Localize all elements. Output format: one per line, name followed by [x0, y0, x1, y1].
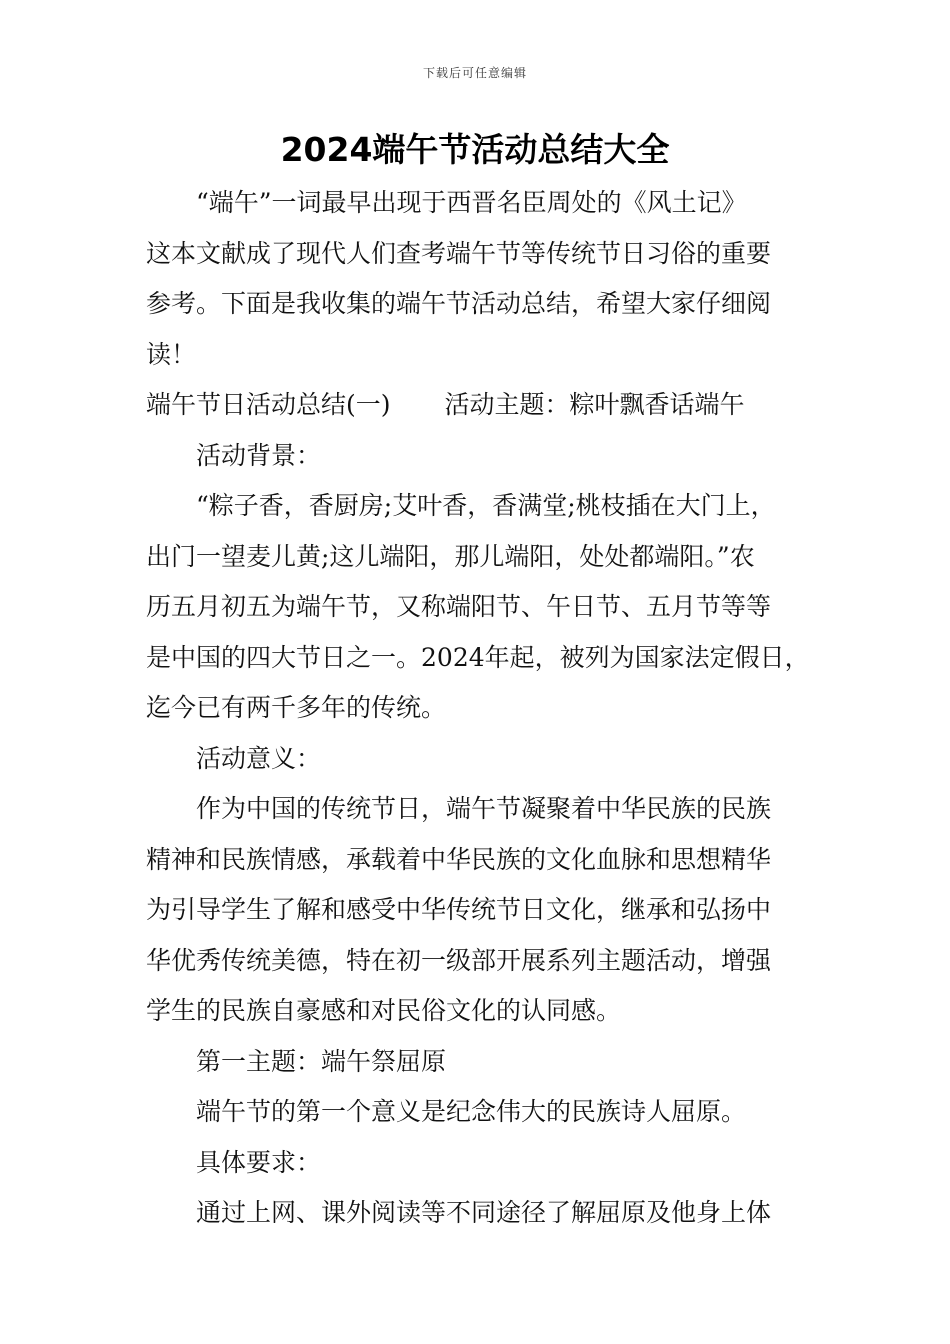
meaning-line: 精神和民族情感，承载着中华民族的文化血脉和思想精华	[146, 844, 772, 874]
background-line: 迄今已有两千多年的传统。	[146, 693, 447, 722]
background-line: 是中国的四大节日之一。2024年起，被列为国家法定假日，	[146, 642, 810, 672]
meaning-line: 作为中国的传统节日，端午节凝聚着中华民族的民族	[196, 794, 772, 823]
intro-line: 读！	[146, 339, 197, 369]
section-heading: 端午节日活动总结(一)	[146, 390, 391, 419]
section-heading-line	[146, 380, 826, 431]
requirements-text: 通过上网、课外阅读等不同途径了解屈原及他身上体	[196, 1198, 772, 1227]
meaning-line: 华优秀传统美德，特在初一级部开展系列主题活动，增强	[146, 945, 772, 975]
page-title: 2024端午节活动总结大全	[280, 130, 670, 169]
requirements-label: 具体要求：	[196, 1147, 322, 1177]
header-note: 下载后可任意编辑	[422, 66, 527, 80]
intro-line: “端午”一词最早出现于西晋名臣周处的《风土记》	[196, 188, 747, 217]
document-body	[146, 178, 826, 1239]
intro-line: 这本文献成了现代人们查考端午节等传统节日习俗的重要	[146, 238, 772, 268]
background-line: 历五月初五为端午节，又称端阳节、午日节、五月节等等	[146, 592, 772, 621]
theme1-text: 端午节的第一个意义是纪念伟大的民族诗人屈原。	[196, 1097, 747, 1126]
theme1-label: 第一主题：端午祭屈原	[196, 1046, 447, 1076]
background-line: 出门一望麦儿黄;这儿端阳，那儿端阳，处处都端阳。”农	[146, 541, 755, 571]
background-label: 活动背景：	[196, 440, 322, 470]
meaning-line: 学生的民族自豪感和对民俗文化的认同感。	[146, 996, 622, 1025]
meaning-line: 为引导学生了解和感受中华传统节日文化，继承和弘扬中	[146, 895, 772, 924]
intro-line: 参考。下面是我收集的端午节活动总结，希望大家仔细阅	[146, 289, 772, 318]
section-theme: 活动主题：粽叶飘香话端午	[444, 390, 745, 419]
meaning-label: 活动意义：	[196, 743, 322, 773]
background-line: “粽子香，香厨房;艾叶香，香满堂;桃枝插在大门上，	[196, 491, 776, 520]
